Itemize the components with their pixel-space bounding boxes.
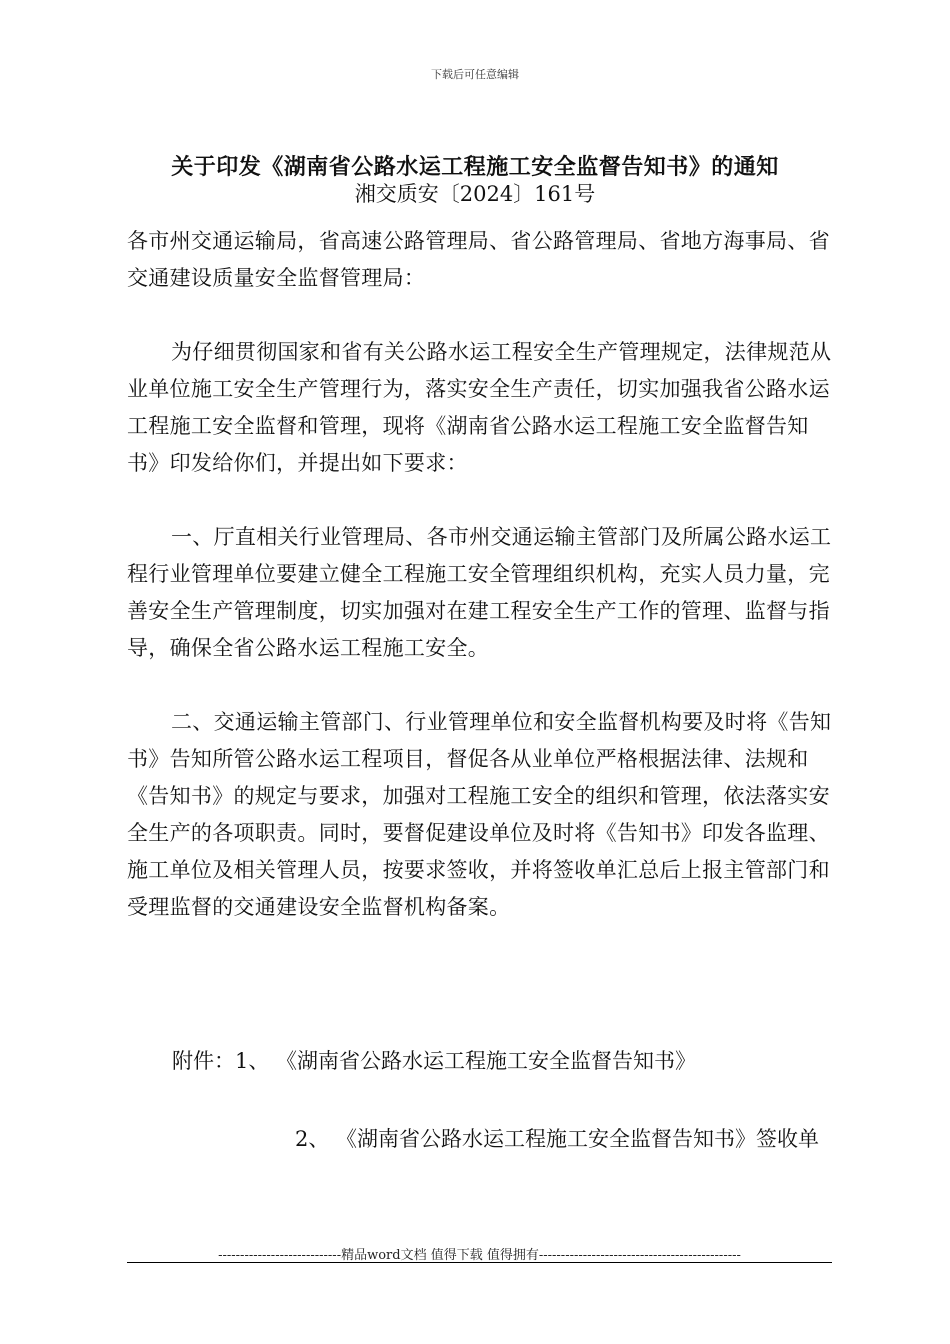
attachment-item-2	[127, 1121, 839, 1158]
attachment-label: 附件：	[172, 1049, 235, 1073]
paragraph-requirement-1: 一、厅直相关行业管理局、各市州交通运输主管部门及所属公路水运工程行业管理单位要建立健全工程施工安全管理组织机构，充实人员力量，完善安全生产管理制度，切实加强对在建工程安全生产工作的管理、监督与指导，确保全省公路水运工程施工安全。	[127, 525, 832, 660]
document-number: 湘交质安〔2024〕161号	[354, 182, 596, 206]
paragraph-intro: 为仔细贯彻国家和省有关公路水运工程安全生产管理规定，法律规范从业单位施工安全生产管理行为，落实安全生产责任，切实加强我省公路水运工程施工安全监督和管理，现将《湖南省公路水运工程施工安全监督告知书》印发给你们，并提出如下要求：	[127, 340, 832, 475]
attachment-item-1	[172, 1043, 696, 1080]
salutation: 各市州交通运输局，省高速公路管理局、省公路管理局、省地方海事局、省交通建设质量安全监督管理局：	[127, 229, 830, 290]
attachment-item-1-text: 1、 《湖南省公路水运工程施工安全监督告知书》	[235, 1049, 697, 1073]
footer-rule	[127, 1262, 832, 1263]
document-title: 关于印发《湖南省公路水运工程施工安全监督告知书》的通知	[171, 154, 779, 180]
footer-text: ----------------------------精品word文档 值得下载 值得拥有----------------------------------------------	[218, 1248, 741, 1263]
paragraph-requirement-2: 二、交通运输主管部门、行业管理单位和安全监督机构要及时将《告知书》告知所管公路水运工程项目，督促各从业单位严格根据法律、法规和《告知书》的规定与要求，加强对工程施工安全的组织和管理，依法落实安全生产的各项职责。同时，要督促建设单位及时将《告知书》印发各监理、施工单位及相关管理人员，按要求签收，并将签收单汇总后上报主管部门和受理监督的交通建设安全监督机构备案。	[127, 710, 832, 919]
attachment-item-2-text: 2、 《湖南省公路水运工程施工安全监督告知书》签收单	[295, 1127, 820, 1151]
header-note: 下载后可任意编辑	[431, 68, 519, 81]
